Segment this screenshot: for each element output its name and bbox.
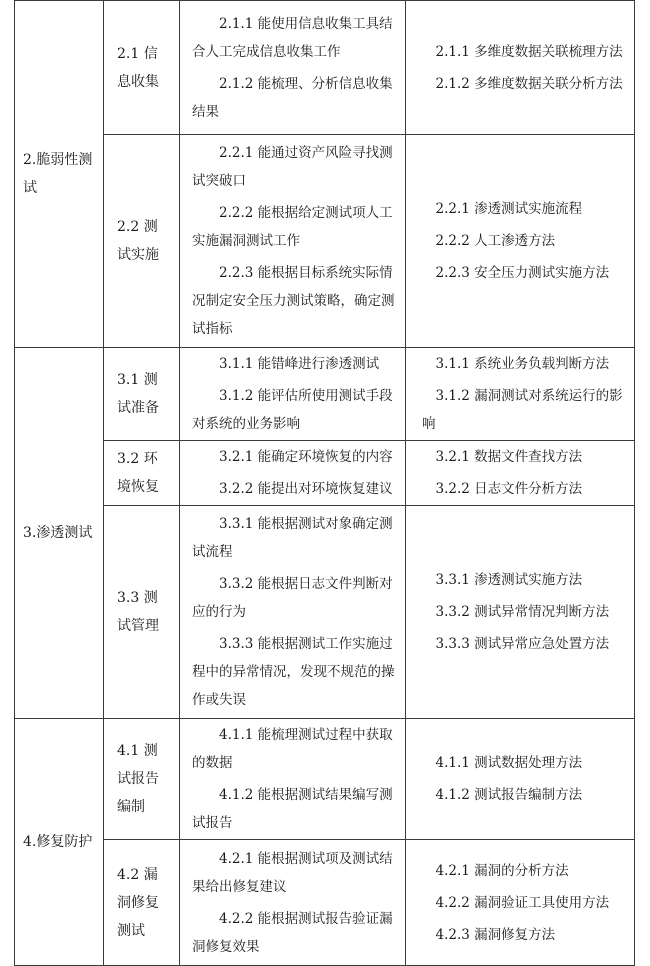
unit-label: 3.2 环境恢复 (117, 451, 159, 495)
category-cell (15, 348, 104, 719)
knowledge-item: 3.3.2 测试异常情况判断方法 (435, 604, 610, 620)
skills-cell (180, 719, 406, 840)
skill-item: 3.2.2 能提出对环境恢复建议 (219, 481, 393, 497)
knowledge-item: 3.2.1 数据文件查找方法 (435, 449, 583, 465)
knowledge-item: 4.2.3 漏洞修复方法 (435, 926, 556, 943)
skill-item: 3.2.1 能确定环境恢复的内容 (219, 449, 393, 465)
knowledge-item: 2.2.1 渗透测试实施流程 (435, 201, 583, 217)
knowledge-item: 2.1.2 多维度数据关联分析方法 (435, 75, 623, 92)
skills-cell (180, 1, 406, 135)
knowledge-item: 4.2.1 漏洞的分析方法 (435, 862, 569, 879)
table-row (15, 348, 635, 441)
knowledge-cell (406, 719, 635, 840)
skill-item: 3.3.3 能根据测试工作实施过程中的异常情况，发现不规范的操作或失误 (192, 636, 395, 708)
knowledge-cell (406, 441, 635, 506)
knowledge-item: 3.1.2 漏洞测试对系统运行的影响 (422, 388, 623, 432)
unit-label: 4.2 漏洞修复测试 (117, 866, 159, 939)
skill-item: 4.2.2 能根据测试报告验证漏洞修复效果 (192, 910, 393, 955)
skills-cell (180, 348, 406, 441)
knowledge-item: 3.3.1 渗透测试实施方法 (435, 572, 583, 588)
skill-item: 3.3.2 能根据日志文件判断对应的行为 (192, 576, 393, 620)
table-row (15, 1, 635, 135)
unit-cell (104, 840, 180, 966)
category-cell (15, 1, 104, 348)
table-row (15, 719, 635, 840)
skill-item: 2.2.3 能根据目标系统实际情况制定安全压力测试策略，确定测试指标 (192, 265, 395, 337)
knowledge-item: 4.1.1 测试数据处理方法 (435, 755, 583, 771)
knowledge-cell (406, 506, 635, 719)
unit-cell (104, 1, 180, 135)
category-cell (15, 719, 104, 966)
knowledge-item: 3.3.3 测试异常应急处置方法 (435, 636, 610, 652)
unit-label: 4.1 测试报告编制 (117, 743, 159, 815)
skills-cell (180, 506, 406, 719)
skills-cell (180, 840, 406, 966)
skill-item: 2.2.1 能通过资产风险寻找测试突破口 (192, 145, 393, 189)
skill-item: 4.2.1 能根据测试项及测试结果给出修复建议 (192, 850, 393, 895)
unit-label: 2.2 测试实施 (117, 219, 159, 263)
skill-item: 2.1.2 能梳理、分析信息收集结果 (192, 75, 393, 120)
knowledge-cell (406, 135, 635, 348)
category-label: 2.脆弱性测试 (23, 152, 93, 196)
skill-requirements-table (14, 0, 635, 966)
skill-item: 2.1.1 能使用信息收集工具结合人工完成信息收集工作 (192, 15, 393, 60)
skill-item: 2.2.2 能根据给定测试项人工实施漏洞测试工作 (192, 205, 393, 249)
skills-cell (180, 441, 406, 506)
skill-item: 3.1.2 能评估所使用测试手段对系统的业务影响 (192, 388, 393, 432)
skill-item: 4.1.1 能梳理测试过程中获取的数据 (192, 727, 393, 771)
unit-label: 3.1 测试准备 (117, 372, 159, 416)
category-label: 4.修复防护 (23, 834, 93, 850)
table-row (15, 506, 635, 719)
unit-cell (104, 506, 180, 719)
table-row (15, 441, 635, 506)
skill-item: 4.1.2 能根据测试结果编写测试报告 (192, 787, 393, 831)
knowledge-cell (406, 840, 635, 966)
knowledge-item: 4.1.2 测试报告编制方法 (435, 787, 583, 803)
unit-cell (104, 348, 180, 441)
unit-label: 2.1 信息收集 (117, 45, 159, 90)
skill-item: 3.1.1 能错峰进行渗透测试 (219, 356, 380, 372)
knowledge-item: 4.2.2 漏洞验证工具使用方法 (435, 894, 610, 911)
table-row (15, 840, 635, 966)
knowledge-cell (406, 348, 635, 441)
skill-item: 3.3.1 能根据测试对象确定测试流程 (192, 516, 393, 560)
knowledge-item: 3.2.2 日志文件分析方法 (435, 481, 583, 497)
table-row (15, 135, 635, 348)
unit-cell (104, 719, 180, 840)
unit-label: 3.3 测试管理 (117, 590, 159, 634)
unit-cell (104, 135, 180, 348)
knowledge-item: 2.1.1 多维度数据关联梳理方法 (435, 43, 623, 60)
knowledge-cell (406, 1, 635, 135)
unit-cell (104, 441, 180, 506)
knowledge-item: 2.2.3 安全压力测试实施方法 (435, 265, 610, 281)
skills-cell (180, 135, 406, 348)
knowledge-item: 2.2.2 人工渗透方法 (435, 233, 556, 249)
knowledge-item: 3.1.1 系统业务负载判断方法 (435, 356, 610, 372)
category-label: 3.渗透测试 (23, 525, 93, 541)
